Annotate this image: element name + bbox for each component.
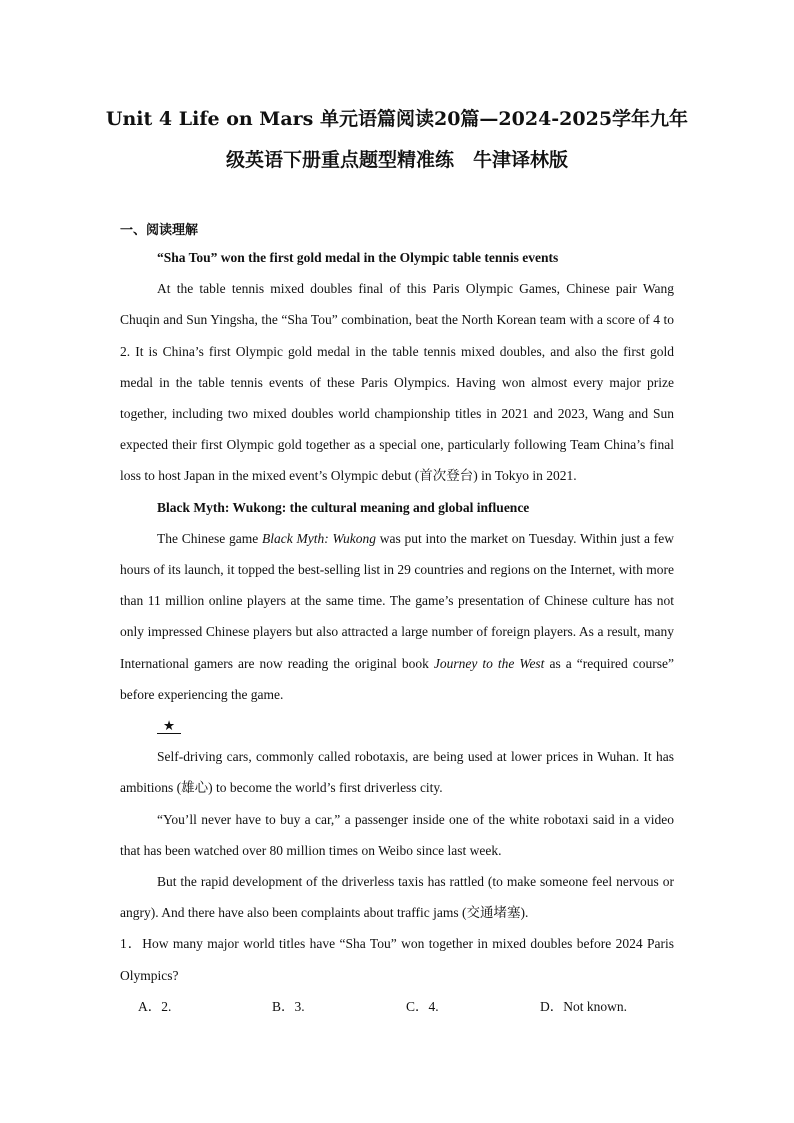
- question-1-options: [120, 991, 674, 1022]
- passage3-paragraph-2: “You’ll never have to buy a car,” a passenger inside one of the white robotaxi said in a video that has been watched over 80 million times on Weibo since last week.: [120, 811, 674, 858]
- passage2-text-1: The Chinese game: [157, 530, 262, 546]
- document-title-line2: 级英语下册重点题型精准练 牛津译林版: [225, 149, 568, 171]
- passage3-paragraph-3: But the rapid development of the driverless taxis has rattled (to make someone feel nervous or angry). And there have also been complaints about traffic jams (交通堵塞).: [120, 874, 674, 921]
- document-title-line1: Unit 4 Life on Mars 单元语篇阅读20篇—2024-2025学年九年: [105, 108, 689, 130]
- passage1-heading: “Sha Tou” won the first gold medal in the Olympic table tennis events: [157, 250, 559, 265]
- passage2-text-3: as a “required course” before experiencing the game.: [120, 655, 674, 702]
- question-1-text: 1．How many major world titles have “Sha Tou” won together in mixed doubles before 2024 Paris Olympics?: [120, 936, 674, 983]
- passage3-paragraph-1: Self-driving cars, commonly called robotaxis, are being used at lower prices in Wuhan. It has ambitions (雄心) to become the world’s first driverless city.: [120, 749, 674, 796]
- option-d: D．Not known.: [540, 998, 627, 1014]
- reading-content: [120, 242, 674, 1022]
- passage1-body: At the table tennis mixed doubles final of this Paris Olympic Games, Chinese pair Wang Chuqin and Sun Yingsha, the “Sha Tou” combination, beat the North Korean team with a score of 4 to 2. It is China’s first Olympic gold medal in the table tennis mixed doubles, and also the first gold medal in the table tennis events of these Paris Olympics. Having won almost every major prize together, including two mixed doubles world championship titles in 2021 and 2023, Wang and Sun expected their first Olympic gold together as a special one, particularly following Team China’s final loss to host Japan in the mixed event’s Olympic debut (首次登台) in Tokyo in 2021.: [120, 281, 674, 484]
- passage3-heading: [120, 710, 674, 741]
- option-b: B．3.: [272, 998, 305, 1014]
- passage2-heading: Black Myth: Wukong: the cultural meaning and global influence: [157, 499, 530, 515]
- passage2-text-2: was put into the market on Tuesday. Within just a few hours of its launch, it topped the best-selling list in 29 countries and regions on the Internet, with more than 11 million online players at the same time. The game’s presentation of Chinese culture has not only impressed Chinese players but also attracted a large number of foreign players. As a result, many International gamers are now reading the original book: [120, 530, 674, 671]
- book-title: Journey to the West: [433, 655, 545, 671]
- game-title: Black Myth: Wukong: [262, 530, 376, 546]
- option-c: C．4.: [406, 998, 439, 1014]
- passage2-body: [120, 523, 674, 710]
- option-a: A．2.: [138, 998, 172, 1014]
- section-heading: 一、阅读理解: [120, 223, 199, 238]
- star-icon: ★: [157, 719, 181, 734]
